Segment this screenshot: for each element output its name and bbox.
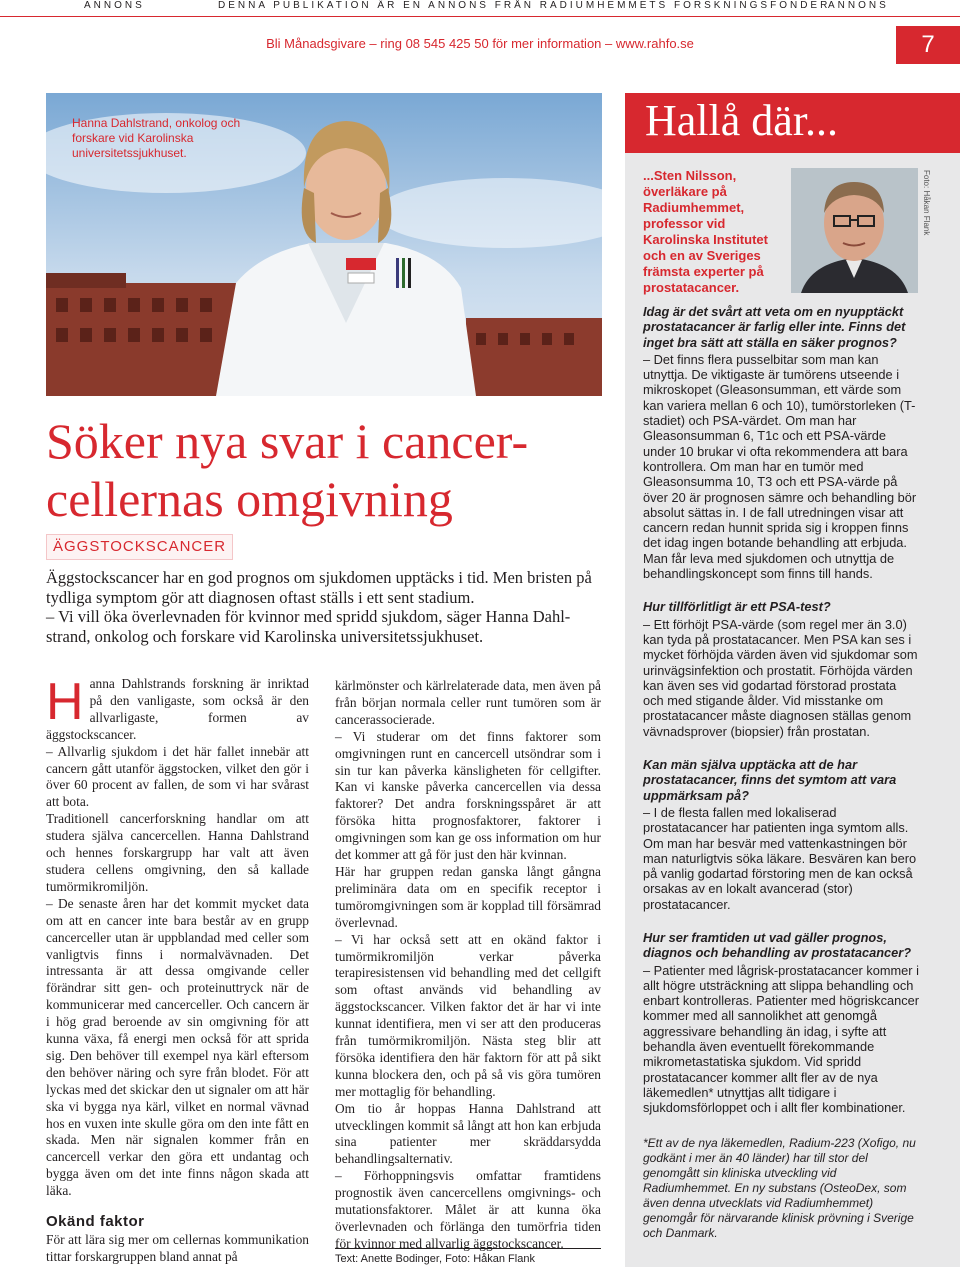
drop-cap: H	[46, 673, 84, 731]
interview-question: Idag är det svårt att veta om en nyupptäckt prostatacancer är farlig eller inte. Finns det inget bra sätt att ställa en säker prognos?	[643, 304, 906, 350]
sidebar-intro: ...Sten Nilsson, överläkare på Radiumhemmet, professor vid Karolinska Institutet och en av Sveriges främsta experter på prostatacancer.	[643, 168, 768, 295]
ingress-paragraph: Äggstockscancer har en god prognos om sjukdomen upptäcks i tid. Men bristen på tydliga symptom gör att diagnosen oftast ställs i ett sent stadium.	[46, 568, 592, 607]
article-headline: Söker nya svar i cancer-cellernas omgivning	[46, 413, 529, 527]
ad-label-right: ANNONS	[828, 0, 889, 11]
body-paragraph: kärlmönster och kärlrelaterade data, men även på från början normala celler runt tumören som är cancerassocierade.	[335, 678, 601, 727]
body-paragraph	[46, 673, 309, 744]
sidebar-qa	[643, 304, 919, 1241]
ingress-paragraph: – Vi vill öka överlevnaden för kvinnor med spridd sjukdom, säger Hanna Dahl-strand, onkolog och forskare vid Karolinska universitetssjukhuset.	[46, 607, 571, 646]
interview-question: Kan män själva upptäcka att de har prostatacancer, finns det symtom att vara uppmärksam på?	[643, 757, 897, 803]
body-paragraph: Här har gruppen redan ganska långt gångna preliminära data om en specifik receptor i tumöromgivningen som är kopplad till försämrad överlevnad.	[335, 863, 601, 930]
body-paragraph: – Vi studerar om det finns faktorer som omgivningen runt en cancercell utsöndrar som i sin tur kan påverka känsligheten för cellgifter. Kan vi kanske påverka cancercellen via dessa faktorer? Det andra forskningsspåret är att försöka hitta prognosfaktorer, faktorer i omgivningen som kan ge oss information om hur det kommer att gå för just den här kvinnan.	[335, 728, 601, 863]
subheading: Okänd faktor	[46, 1213, 145, 1231]
sidebar-footnote: *Ett av de nya läkemedlen, Radium-223 (Xofigo, nu godkänt i mer än 40 länder) har till stor del genomgått sin kliniska utveckling vid Radiumhemmet. En ny substans (OsteoDex, som även denna utvecklats vid Radiumhemmet) genomgår för närvarande klinisk prövning i Sverige och Danmark.	[643, 1135, 916, 1240]
photo-credit: Foto: Håkan Flank	[922, 170, 931, 236]
section-kicker: ÄGGSTOCKSCANCER	[46, 534, 233, 560]
body-paragraph: – De senaste åren har det kommit mycket data om att en cancer inte bara består av en grupp cancerceller utan är uppblandad med celler som vanligtvis finns i normalvävnaden. Det intressanta är att dessa omgivande celler förändrar sitt gen- och proteinuttryck när de kommunicerar med cancerceller. Och cancern är i hög grad beroende av sin omgivning för att kunna växa, få energi men också för att sprida sig. Den behöver till exempel nya kärl eftersom den behöver näring och syre från blodet. För att lyckas med det skickar den ut signaler om att här ska vi bygga nya kärl, vilket en normal vävnad hos en vuxen inte skulle göra om den inte fått en skada. Men när signalen kommer från en cancercell verkar den göra ett undantag och bygga även om det inte finns någon skada att läka.	[46, 895, 309, 1199]
publication-notice: DENNA PUBLIKATION ÄR EN ANNONS FRÅN RADIUMHEMMETS FORSKNINGSFONDER	[218, 0, 831, 11]
article-credit: Text: Anette Bodinger, Foto: Håkan Flank	[335, 1248, 601, 1265]
donor-info-line: Bli Månadsgivare – ring 08 545 425 50 för mer information – www.rahfo.se	[266, 36, 694, 51]
body-paragraph: Om tio år hoppas Hanna Dahlstrand att utvecklingen kommit så långt att hon kan erbjuda sina patienter mer skräddarsydda behandlingsalternativ.	[335, 1100, 601, 1167]
interview-question: Hur ser framtiden ut vad gäller prognos, diagnos och behandling av prostatacancer?	[643, 929, 912, 961]
expert-portrait-photo	[791, 168, 918, 293]
interview-answer: – Patienter med lågrisk-prostatacancer kommer i allt högre utsträckning att slippa behandling och enbart kontrolleras. Patienter med högriskcancer kommer med all sannolikhet att genomgå aggressivare behandling än idag, i syfte att behandla även eventuellt förekommande mikrometastatiska sjukdom. Vid spridd prostatacancer kommer allt fler av de nya läkemedlen* utnyttjas allt tidigare i sjukdomsförloppet och i allt fler kombinationer.	[643, 962, 919, 1116]
interview-question: Hur tillförlitligt är ett PSA-test?	[643, 599, 831, 615]
article-column-2	[335, 678, 601, 1253]
interview-answer: – I de flesta fallen med lokaliserad prostatacancer har patienten inga symtom alls. Om man har besvär med vattenkastningen bör man naturligtvis söka läkare. Besvären kan bero på vanlig godartad förstoring men de kan också orsakas av en lokalt avancerad (stor) prostatacancer.	[643, 804, 917, 912]
sidebar-title: Hallå där...	[625, 93, 960, 153]
top-strip	[0, 0, 960, 14]
body-paragraph: Traditionell cancerforskning handlar om att studera själva cancercellen. Hanna Dahlstrand och hennes forskargrupp har valt att även studera cellens omgivning, den så kallade tumörmikromiljön.	[46, 811, 309, 894]
page-number: 7	[896, 26, 960, 64]
interview-answer: – Det finns flera pusselbitar som man kan utnyttja. De viktigaste är tumörens utseende i mikroskopet (Gleasonsumman, ett värde som kan variera mellan 6 och 10), tumörstorleken (T-stadiet) och PSA-värdet. Om man har Gleasonsumman 6, T1c och ett PSA-värde under 10 brukar vi ofta rekommendera att bara kontrollera. Om man har en tumör med Gleasonsumma 10, T3 och ett PSA-värde på över 20 är prognosen sämre och behandling bör absolut sättas in. I de fall utredningen visar att cancern redan hunnit sprida sig i kroppen finns det idag ingen botande behandling att erbjuda. Man får leva med sjukdomen och utnyttja de behandlingskoncept som finns till hands.	[643, 351, 917, 582]
body-paragraph: – Vi har också sett att en okänd faktor i tumörmikromiljön verkar påverka terapiresistensen vid behandling med det cellgift som oftast används vid behandling av äggstockscancer. Vilken faktor det är har vi inte kunnat identifiera, men vi ser att den produceras från tumörmikromiljön. Nästa steg blir att försöka identifiera den här faktorn för att på sikt kunna blockera den, och på så vis göra tumören mer mottaglig för behandling.	[335, 931, 601, 1099]
body-text: anna Dahlstrands forskning är inriktad på den vanligaste, som också är den allvarligaste, formen av äggstockscancer.	[46, 676, 309, 742]
header-divider	[0, 16, 960, 17]
body-paragraph: – Allvarlig sjukdom i det här fallet innebär att cancern gått utanför äggstocken, vilket den gör i över 60 procent av fallen, de som vi har svårast att bota.	[46, 743, 309, 810]
article-ingress	[46, 568, 606, 646]
ad-label-left: ANNONS	[84, 0, 145, 11]
article-column-1	[46, 673, 309, 1266]
photo-caption: Hanna Dahlstrand, onkolog och forskare vid Karolinska universitetssjukhuset.	[72, 116, 241, 160]
interview-answer: – Ett förhöjt PSA-värde (som regel mer än 3.0) kan tyda på prostatacancer. Men PSA kan ses i mycket förhöjda värden även vid sjukdomar som urinvägsinfektion och prostatit. Förhöjda värden kan även ses vid godartad förstorad prostata och med stigande ålder. Vid misstanke om prostatacancer måste diagnosen ställas genom vävnadsprover (biopsier) från prostatan.	[643, 616, 918, 739]
body-paragraph: – Förhoppningsvis omfattar framtidens prognostik även cancercellens omgivnings- och mutationsfaktorer. Målet är att kunna öka överlevnaden och förlänga den tumörfria tiden för kvinnor med allvarlig äggstockscancer.	[335, 1168, 601, 1251]
body-paragraph: För att lära sig mer om cellernas kommunikation tittar forskargruppen bland annat på	[46, 1232, 309, 1264]
